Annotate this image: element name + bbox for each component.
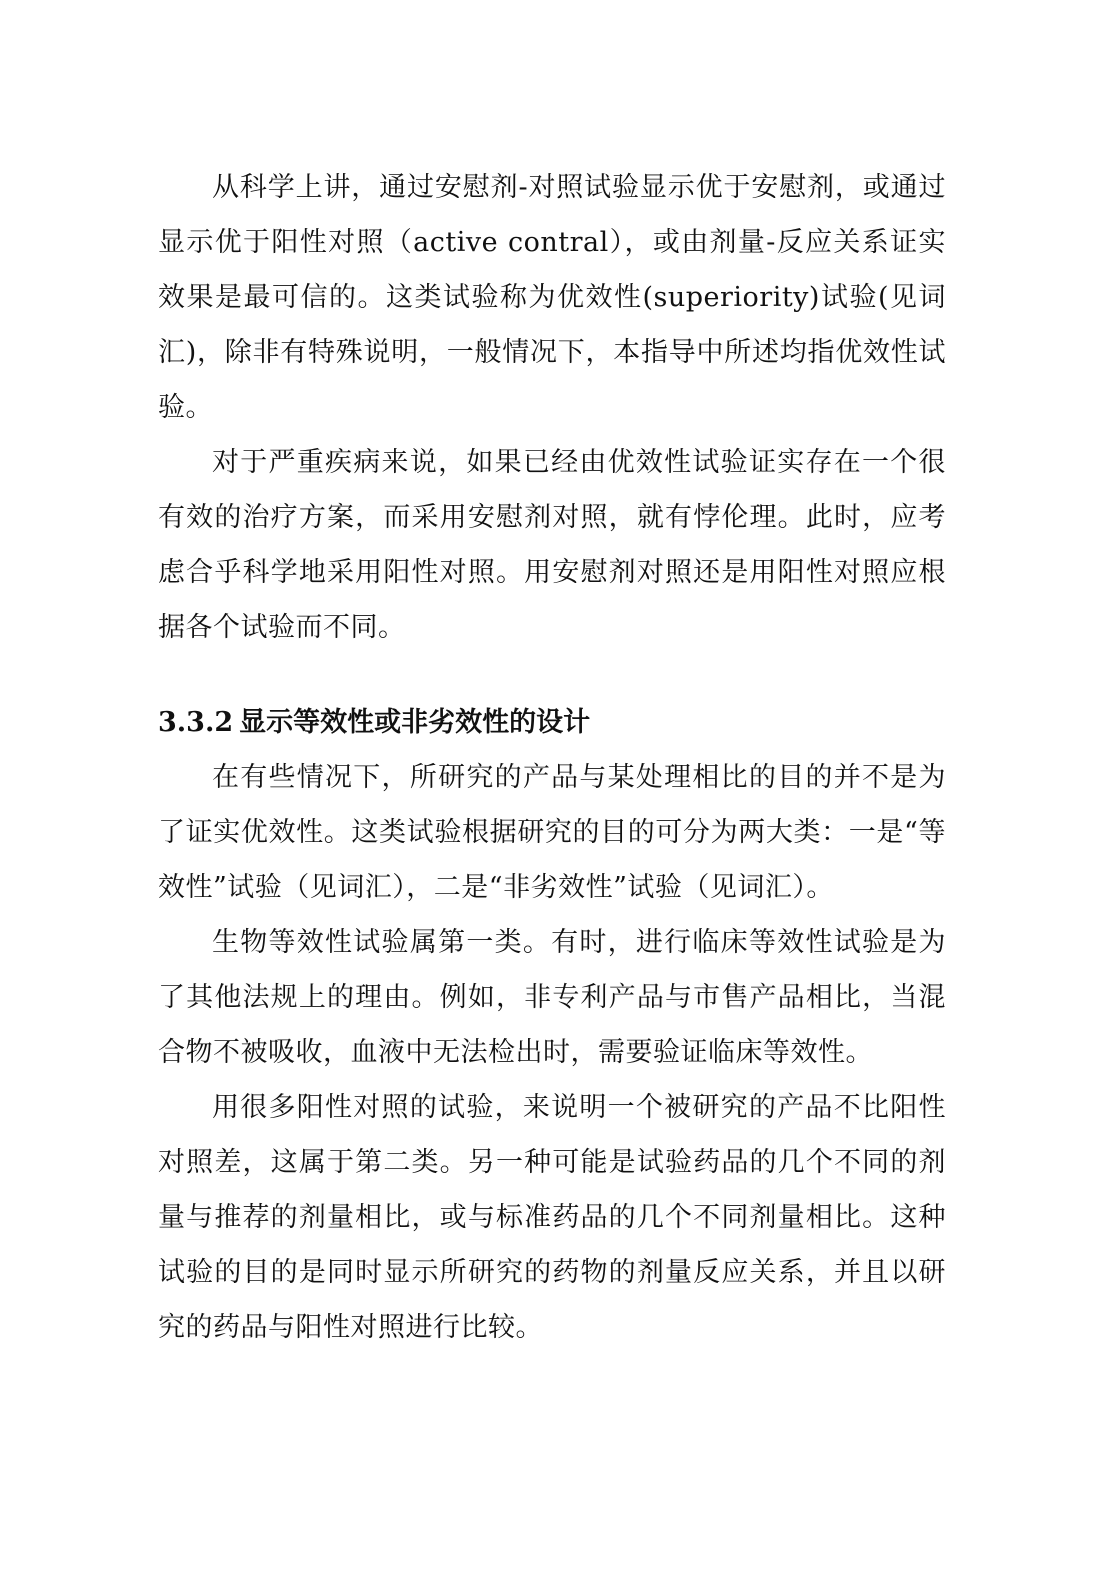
section-number: 3.3.2: [158, 707, 234, 738]
paragraph-non-inferiority: 用很多阳性对照的试验，来说明一个被研究的产品不比阳性对照差，这属于第二类。另一种可能是试验药品的几个不同的剂量与推荐的剂量相比，或与标准药品的几个不同剂量相比。这种试验的目的是同时显示所研究的药物的剂量反应关系，并且以研究的药品与阳性对照进行比较。: [158, 1092, 946, 1343]
document-page: [158, 160, 946, 1355]
paragraph-placebo-ethics: 对于严重疾病来说，如果已经由优效性试验证实存在一个很有效的治疗方案，而采用安慰剂对照，就有悖伦理。此时，应考虑合乎科学地采用阳性对照。用安慰剂对照还是用阳性对照应根据各个试验而不同。: [158, 447, 946, 643]
section-heading: [158, 695, 946, 750]
paragraph-bioequivalence: 生物等效性试验属第一类。有时，进行临床等效性试验是为了其他法规上的理由。例如，非专利产品与市售产品相比，当混合物不被吸收，血液中无法检出时，需要验证临床等效性。: [158, 927, 946, 1068]
paragraph-equivalence-intro: 在有些情况下，所研究的产品与某处理相比的目的并不是为了证实优效性。这类试验根据研究的目的可分为两大类：一是“等效性”试验（见词汇），二是“非劣效性”试验（见词汇）。: [158, 762, 946, 903]
paragraph-superiority-trials: 从科学上讲，通过安慰剂-对照试验显示优于安慰剂，或通过显示优于阳性对照（active contral），或由剂量-反应关系证实效果是最可信的。这类试验称为优效性(superiority)试验(见词汇)，除非有特殊说明，一般情况下，本指导中所述均指优效性试验。: [158, 172, 946, 423]
section-title: 显示等效性或非劣效性的设计: [239, 707, 591, 738]
